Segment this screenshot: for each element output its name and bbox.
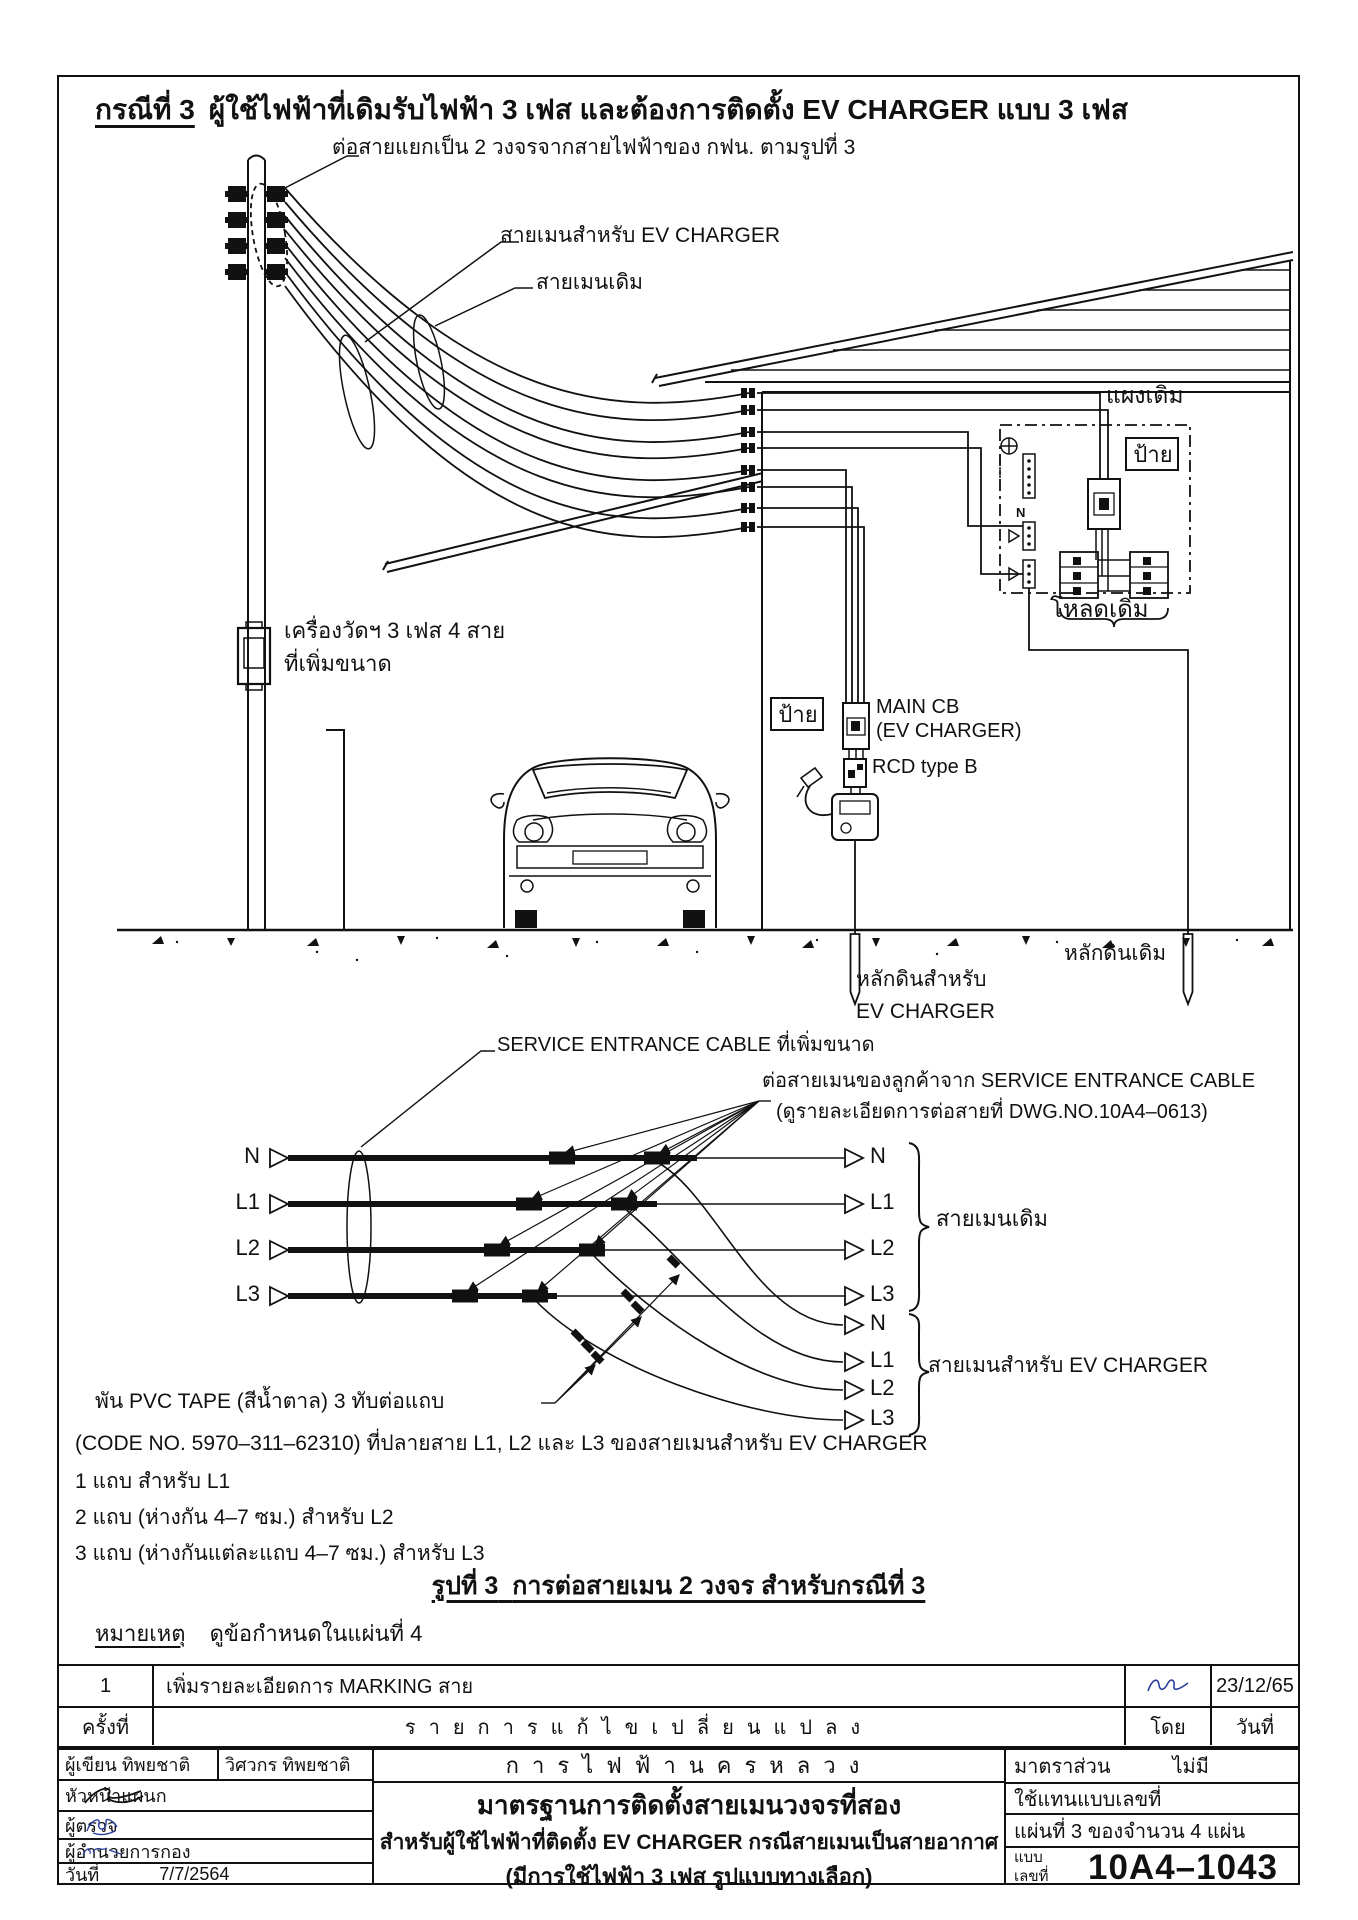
organization-name: การไฟฟ้านครหลวง <box>374 1750 1004 1783</box>
label-existing-panel: แผงเดิม <box>1106 382 1184 408</box>
label-service-entrance-cable: SERVICE ENTRANCE CABLE ที่เพิ่มขนาด <box>497 1034 875 1056</box>
date-label: วันที่ <box>65 1864 100 1885</box>
callout-branch-tap: ต่อสายแยกเป็น 2 วงจรจากสายไฟฟ้าของ กฟน. ตามรูปที่ 3 <box>332 136 856 159</box>
drawing-title <box>374 1783 1004 1896</box>
remark-text: ดูข้อกำหนดในแผ่นที่ 4 <box>209 1621 423 1646</box>
label-neutral-bar: N <box>1016 505 1026 520</box>
revision-header-description: รายการแก้ไขเปลี่ยนแปลง <box>152 1708 1124 1745</box>
row-director <box>59 1838 372 1862</box>
note-tape-l3: 3 แถบ (ห่างกันแต่ละแถบ 4–7 ซม.) สำหรับ L3 <box>75 1542 485 1565</box>
sign-label-wall: ป้าย <box>778 701 818 727</box>
label-rcd: RCD type B <box>872 756 978 778</box>
brace-label-ev-main: สายเมนสำหรับ EV CHARGER <box>928 1354 1209 1377</box>
row-drawing-number <box>1006 1846 1298 1888</box>
drawing-number: 10A4–1043 <box>1088 1848 1278 1887</box>
drawing-number-label <box>1014 1849 1068 1887</box>
revision-signature-cell <box>1124 1666 1210 1706</box>
label-existing-load: โหลดเดิม <box>1050 596 1149 623</box>
case-description: ผู้ใช้ไฟฟ้าที่เดิมรับไฟฟ้า 3 เฟส และต้องการติดตั้ง EV CHARGER แบบ 3 เฟส <box>208 94 1128 125</box>
drafter-name: ผู้เขียน ทิพยชาติ <box>65 1755 191 1775</box>
sheet-info: แผ่นที่ 3 ของจำนวน 4 แผ่น <box>1014 1820 1246 1843</box>
drawing-number-label-line2: เลขที่ <box>1014 1868 1049 1885</box>
section-chief-label: หัวหน้าแผนก <box>65 1786 167 1806</box>
director-signature <box>79 1842 129 1860</box>
conductor-left-l2: L2 <box>235 1235 260 1260</box>
title-block <box>57 1748 1300 1889</box>
label-main-existing: สายเมนเดิม <box>536 271 643 294</box>
director-label: ผู้อำนวยการกอง <box>65 1841 191 1862</box>
conductor-existing-l1: L1 <box>870 1189 895 1214</box>
drawing-title-line2: สำหรับผู้ใช้ไฟฟ้าที่ติดตั้ง EV CHARGER กรณีสายเมนเป็นสายอากาศ <box>379 1831 999 1854</box>
scale-label: มาตราส่วน <box>1014 1756 1111 1778</box>
conductor-left-l3: L3 <box>235 1281 260 1306</box>
note-tape-l2: 2 แถบ (ห่างกัน 4–7 ซม.) สำหรับ L2 <box>75 1506 394 1529</box>
row-scale <box>1006 1750 1298 1782</box>
row-sheet-number <box>1006 1813 1298 1846</box>
callout-splice-line1: ต่อสายเมนของลูกค้าจาก SERVICE ENTRANCE CABLE <box>762 1070 1256 1092</box>
revision-header-date: วันที่ <box>1210 1708 1298 1745</box>
label-meter-line2: ที่เพิ่มขนาด <box>284 651 392 676</box>
scale-value: ไม่มี <box>1172 1756 1209 1778</box>
revision-header-no: ครั้งที่ <box>81 1716 130 1739</box>
revision-row-1 <box>59 1666 1298 1706</box>
callout-splice-line2: (ดูรายละเอียดการต่อสายที่ DWG.NO.10A4–0613) <box>776 1101 1208 1123</box>
revision-table <box>57 1664 1300 1748</box>
date-value: 7/7/2564 <box>159 1863 230 1884</box>
checker-label: ผู้ตรวจ <box>65 1815 118 1836</box>
revision-description: เพิ่มรายละเอียดการ MARKING สาย <box>152 1666 1124 1706</box>
drawing-title-line1: มาตรฐานการติดตั้งสายเมนวงจรที่สอง <box>476 1790 902 1820</box>
drawing-title-line3: (มีการใช้ไฟฟ้า 3 เฟส รูปแบบทางเลือก) <box>505 1864 873 1889</box>
page-title <box>95 88 1128 132</box>
conductor-existing-n: N <box>870 1143 886 1168</box>
label-main-ev-charger: สายเมนสำหรับ EV CHARGER <box>500 224 781 247</box>
note-pvc-tape-code: (CODE NO. 5970–311–62310) ที่ปลายสาย L1, L2 และ L3 ของสายเมนสำหรับ EV CHARGER <box>75 1432 928 1455</box>
conductor-existing-l2: L2 <box>870 1235 895 1260</box>
title-block-signatures <box>59 1750 372 1883</box>
row-section-chief <box>59 1779 372 1810</box>
engineer-name: วิศวกร ทิพยชาติ <box>217 1750 372 1779</box>
label-existing-ground-rod: หลักดินเดิม <box>1064 942 1167 965</box>
label-meter-line1: เครื่องวัดฯ 3 เฟส 4 สาย <box>284 618 506 643</box>
figure-number: รูปที่ 3 <box>431 1572 499 1600</box>
checker-signature <box>79 1813 131 1837</box>
conductor-ev-n: N <box>870 1310 886 1335</box>
note-tape-l1: 1 แถบ สำหรับ L1 <box>75 1470 231 1493</box>
conductor-existing-l3: L3 <box>870 1281 895 1306</box>
drawing-number-label-line1: แบบ <box>1014 1849 1043 1867</box>
section-chief-signature <box>79 1783 151 1809</box>
conductor-left-l1: L1 <box>235 1189 260 1214</box>
row-checker <box>59 1810 372 1838</box>
row-date <box>59 1862 372 1884</box>
revision-no: 1 <box>99 1674 112 1697</box>
brace-label-existing-main: สายเมนเดิม <box>936 1206 1049 1231</box>
conductor-ev-l2: L2 <box>870 1375 895 1400</box>
revision-signature <box>1144 1673 1192 1699</box>
note-pvc-tape-leader: พัน PVC TAPE (สีน้ำตาล) 3 ทับต่อแถบ <box>95 1390 445 1413</box>
revision-date: 23/12/65 <box>1210 1666 1298 1706</box>
figure-caption <box>57 1566 1300 1606</box>
case-number: กรณีที่ 3 <box>95 94 195 125</box>
figure-title: การต่อสายเมน 2 วงจร สำหรับกรณีที่ 3 <box>512 1572 926 1600</box>
label-main-cb-line1: MAIN CB <box>876 696 960 718</box>
conductor-left-n: N <box>244 1143 260 1168</box>
row-drafter-engineer <box>59 1750 372 1779</box>
label-main-cb-line2: (EV CHARGER) <box>876 720 1022 742</box>
label-ev-ground-rod-line2: EV CHARGER <box>856 1000 995 1023</box>
title-block-center <box>372 1750 1004 1889</box>
conductor-ev-l3: L3 <box>870 1405 895 1430</box>
label-ev-ground-rod-line1: หลักดินสำหรับ <box>856 968 987 991</box>
remark-label: หมายเหตุ <box>95 1621 186 1646</box>
sign-label-panel: ป้าย <box>1133 441 1173 467</box>
remark <box>95 1616 422 1651</box>
revision-header-by: โดย <box>1124 1708 1210 1745</box>
row-supersede <box>1006 1782 1298 1813</box>
revision-header-row <box>59 1706 1298 1745</box>
conductor-ev-l1: L1 <box>870 1347 895 1372</box>
title-block-right <box>1004 1750 1298 1887</box>
supersede-label: ใช้แทนแบบเลขที่ <box>1014 1788 1162 1811</box>
